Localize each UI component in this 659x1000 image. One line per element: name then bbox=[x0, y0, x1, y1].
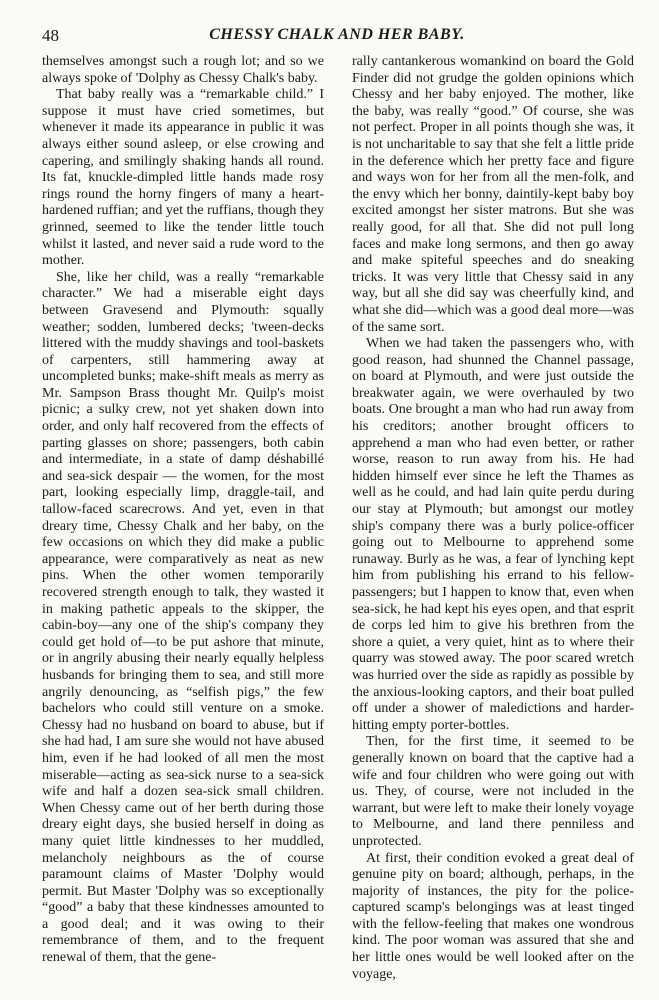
paragraph: When we had taken the passengers who, with good reason, had shunned the Channel passage, on board at Plymouth, and were just outside the breakwater again, we were overhauled by two boats. One brought a man who had run away from his creditors; another brought officers to apprehend a man who had even better, or rather worse, reason to run away from his. He had hidden himself ever since he left the Thames as well as he could, and had lain quite perdu during our stay at Plymouth; but amongst our motley ship's company there was a burly police-officer going out to Melbourne to apprehend some runaway. Burly as he was, a fear of lynching kept him from publishing his errand to his fellow-passengers; but I happen to know that, even when sea-sick, he had kept his eyes open, and that esprit de corps led him to give his brethren from the shore a quiet, a very quiet, hint as to where their quarry was stowed away. The poor scared wretch was hurried over the side as rapidly as possible by the anxious-looking captors, and their boat pulled off under a shower of maledictions and harder-hitting empty porter-bottles. bbox=[352, 336, 634, 733]
paragraph: That baby really was a “remarkable child.” I suppose it must have cried sometimes, but whenever it made its appearance in public it was always either sound asleep, or else crowing and capering, and smilingly shaking hands all round. Its fat, knuckle-dimpled little hands made rosy rings round the horny fingers of many a heart-hardened ruffian; and yet the ruffians, though they grinned, seemed to like the tender little touch whilst it lasted, and never said a rude word to the mother. bbox=[42, 87, 324, 269]
left-column bbox=[42, 54, 324, 967]
page-header bbox=[42, 24, 632, 48]
paragraph: She, like her child, was a really “remarkable character.” We had a miserable eight days between Gravesend and Plymouth: squally weather; sodden, lumbered decks; 'tween-decks littered with the muddy shavings and tool-baskets of carpenters, still hammering away at uncompleted bunks; make-shift meals as merry as Mr. Sampson Brass thought Mr. Quilp's moist picnic; a sulky crew, not yet shaken down into order, and only half recovered from the effects of parting glasses on shore; passengers, both cabin and intermediate, in a state of damp déshabillé and sea-sick despair — the women, for the most part, looking especially limp, draggle-tail, and tallow-faced scarecrows. And yet, even in that dreary time, Chessy Chalk and her baby, on the few occasions on which they did make a public appearance, were comparatively as neat as new pins. When the other women temporarily recovered strength enough to talk, they wasted it in making pathetic appeals to the skipper, the cabin-boy—any one of the ship's company they could get hold of—to be put ashore that minute, or in angrily abusing their nearly equally helpless husbands for bringing them to sea, and still more angrily denouncing, as “selfish pigs,” the few bachelors who could still venture on a smoke. Chessy had no husband on board to abuse, but if she had had, I am sure she would not have abused him, even if he had looked of all men the most miserable—acting as sea-sick nurse to a sea-sick wife and half a dozen sea-sick small children. When Chessy came out of her berth during those dreary eight days, she busied herself in doing as many quiet little kindnesses to her muddled, melancholy neighbours as the of course paramount claims of Master 'Dolphy would permit. But Master 'Dolphy was so exceptionally “good” a baby that these kindnesses amounted to a good deal; and it was owing to their remembrance of them, and to the frequent renewal of them, that the gene- bbox=[42, 269, 324, 966]
paragraph: Then, for the first time, it seemed to be generally known on board that the captive had a wife and four children who were going out with us. They, of course, were not included in the warrant, but were left to make their lonely voyage to Melbourne, and land there penniless and unprotected. bbox=[352, 734, 634, 849]
page-number: 48 bbox=[42, 26, 59, 45]
paragraph: themselves amongst such a rough lot; and so we always spoke of 'Dolphy as Chessy Chalk's baby. bbox=[42, 54, 324, 86]
paragraph: At first, their condition evoked a great deal of genuine pity on board; although, perhaps, in the majority of instances, the pity for the police-captured scamp's belongings was at least tinged with the fellow-feeling that makes one wondrous kind. The poor woman was assured that she and her little ones would be well looked after on the voyage, bbox=[352, 850, 634, 982]
right-column bbox=[352, 54, 634, 983]
running-title: CHESSY CHALK AND HER BABY. bbox=[209, 26, 465, 43]
paragraph: rally cantankerous womankind on board the Gold Finder did not grudge the golden opinions which Chessy and her baby enjoyed. The mother, like the baby, was really “good.” Of course, she was not perfect. Proper in all points though she was, it is not uncharitable to say that she felt a little pride in the deference which her pretty face and figure and ways won for her from all the men-folk, and the envy which her bonny, daintily-kept baby boy excited amongst her sister matrons. But she was really good, for all that. She did not pull long faces and make long sermons, and then go away and make spiteful speeches and do sneaking tricks. It was very little that Chessy said in any way, but all she did say was cheerfully kind, and what she did—which was a good deal more—was of the same sort. bbox=[352, 54, 634, 335]
